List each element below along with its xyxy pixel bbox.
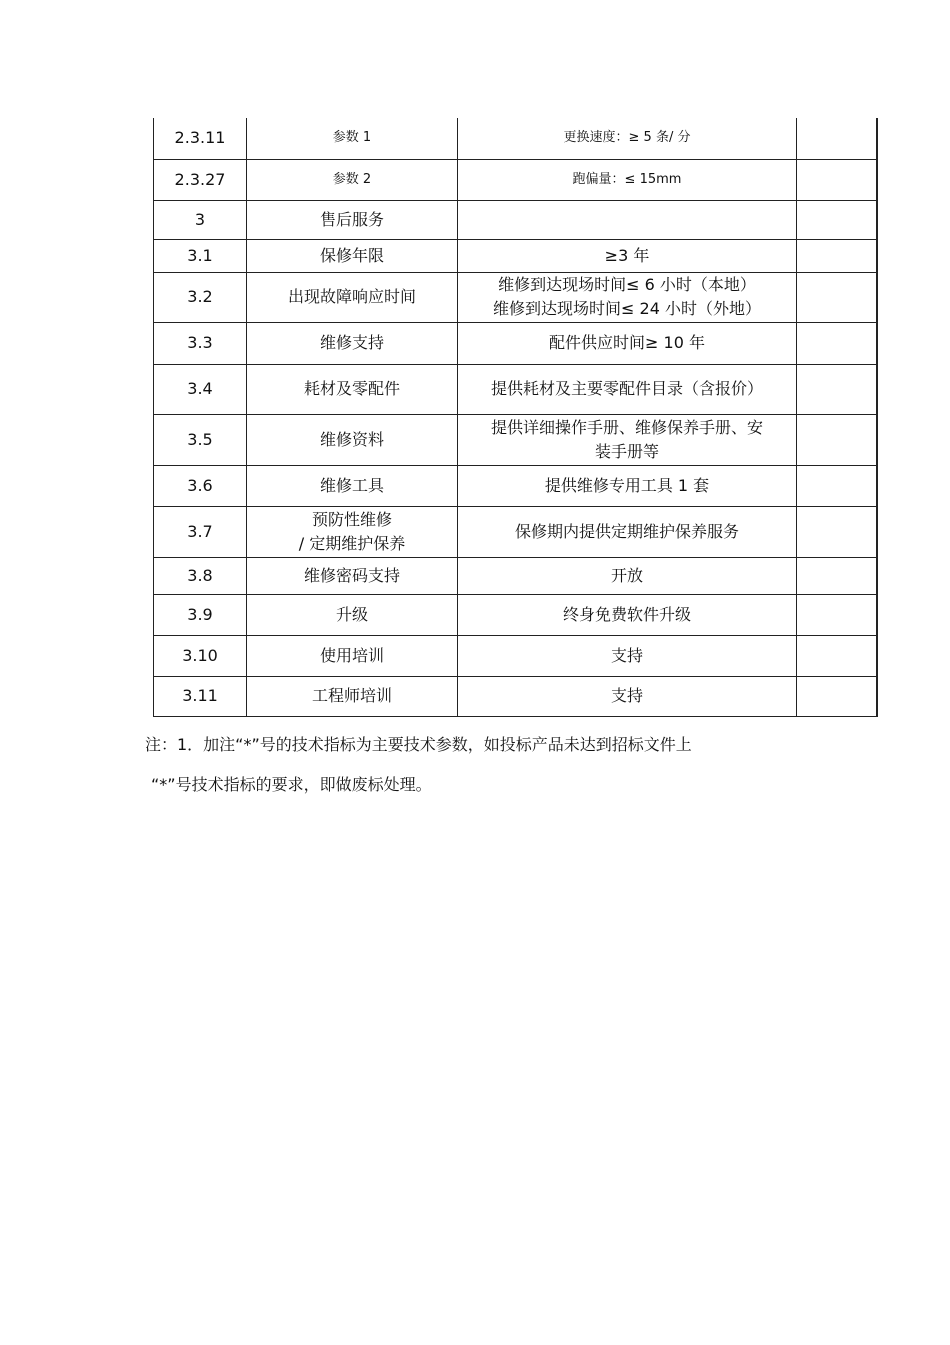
row-spec: 配件供应时间≥ 10 年 (458, 322, 797, 364)
row-remark (797, 159, 877, 200)
row-number: 3.11 (154, 676, 247, 716)
row-remark (797, 557, 877, 594)
row-item: 保修年限 (247, 239, 458, 272)
row-number: 3.7 (154, 506, 247, 557)
table-row (154, 239, 877, 272)
row-remark (797, 676, 877, 716)
row-item: 耗材及零配件 (247, 364, 458, 414)
row-item (247, 506, 458, 557)
row-item: 升级 (247, 594, 458, 635)
footnote-line-2: “*”号技术指标的要求，即做废标处理。 (151, 775, 432, 794)
row-spec: 保修期内提供定期维护保养服务 (458, 506, 797, 557)
row-number: 3.8 (154, 557, 247, 594)
row-spec-line: 提供详细操作手册、维修保养手册、安 (490, 417, 763, 437)
row-remark (797, 322, 877, 364)
row-spec-line: 维修到达现场时间≤ 6 小时（本地） (498, 275, 756, 294)
row-remark (797, 594, 877, 635)
row-spec: 支持 (458, 676, 797, 716)
row-spec (458, 200, 797, 239)
row-item: 使用培训 (247, 635, 458, 676)
row-spec: 开放 (458, 557, 797, 594)
row-spec: ≥3 年 (458, 239, 797, 272)
row-remark (797, 272, 877, 322)
row-item-line: 预防性维修 (311, 509, 392, 529)
row-item: 维修密码支持 (247, 557, 458, 594)
table-row (154, 364, 877, 414)
row-number: 3.1 (154, 239, 247, 272)
row-number: 3.4 (154, 364, 247, 414)
row-number: 3.9 (154, 594, 247, 635)
row-number: 2.3.11 (154, 118, 247, 159)
table-row (154, 676, 877, 716)
footnote-line-1: 注：1．加注“*”号的技术指标为主要技术参数，如投标产品未达到招标文件上 (145, 735, 692, 754)
row-item: 工程师培训 (247, 676, 458, 716)
row-remark (797, 200, 877, 239)
row-remark (797, 414, 877, 465)
row-item: 售后服务 (247, 200, 458, 239)
row-spec (458, 414, 797, 465)
row-spec: 终身免费软件升级 (458, 594, 797, 635)
table-row (154, 200, 877, 239)
row-item: 维修工具 (247, 465, 458, 506)
row-number: 3.2 (154, 272, 247, 322)
row-remark (797, 239, 877, 272)
row-item-line: / 定期维护保养 (298, 533, 406, 553)
table-row (154, 272, 877, 322)
row-spec (458, 272, 797, 322)
table-row (154, 159, 877, 200)
table-row (154, 557, 877, 594)
table-row (154, 118, 877, 159)
row-number: 3.3 (154, 322, 247, 364)
row-remark (797, 118, 877, 159)
row-number: 2.3.27 (154, 159, 247, 200)
row-spec-line: 维修到达现场时间≤ 24 小时（外地） (493, 299, 761, 318)
row-item: 参数 2 (247, 159, 458, 200)
row-item: 出现故障响应时间 (247, 272, 458, 322)
row-number: 3.10 (154, 635, 247, 676)
row-number: 3 (154, 200, 247, 239)
row-remark (797, 506, 877, 557)
row-item: 维修资料 (247, 414, 458, 465)
row-number: 3.5 (154, 414, 247, 465)
table-row (154, 322, 877, 364)
row-spec: 更换速度：≥ 5 条/ 分 (458, 118, 797, 159)
table-row (154, 465, 877, 506)
row-spec: 提供耗材及主要零配件目录（含报价） (458, 364, 797, 414)
spec-table (153, 118, 878, 717)
row-spec: 跑偏量：≤ 15mm (458, 159, 797, 200)
row-item: 维修支持 (247, 322, 458, 364)
row-item: 参数 1 (247, 118, 458, 159)
row-spec-line: 装手册等 (594, 441, 659, 461)
row-spec: 支持 (458, 635, 797, 676)
table-row (154, 594, 877, 635)
table-row (154, 506, 877, 557)
row-remark (797, 635, 877, 676)
row-spec: 提供维修专用工具 1 套 (458, 465, 797, 506)
row-remark (797, 364, 877, 414)
row-remark (797, 465, 877, 506)
table-row (154, 414, 877, 465)
table-row (154, 635, 877, 676)
row-number: 3.6 (154, 465, 247, 506)
